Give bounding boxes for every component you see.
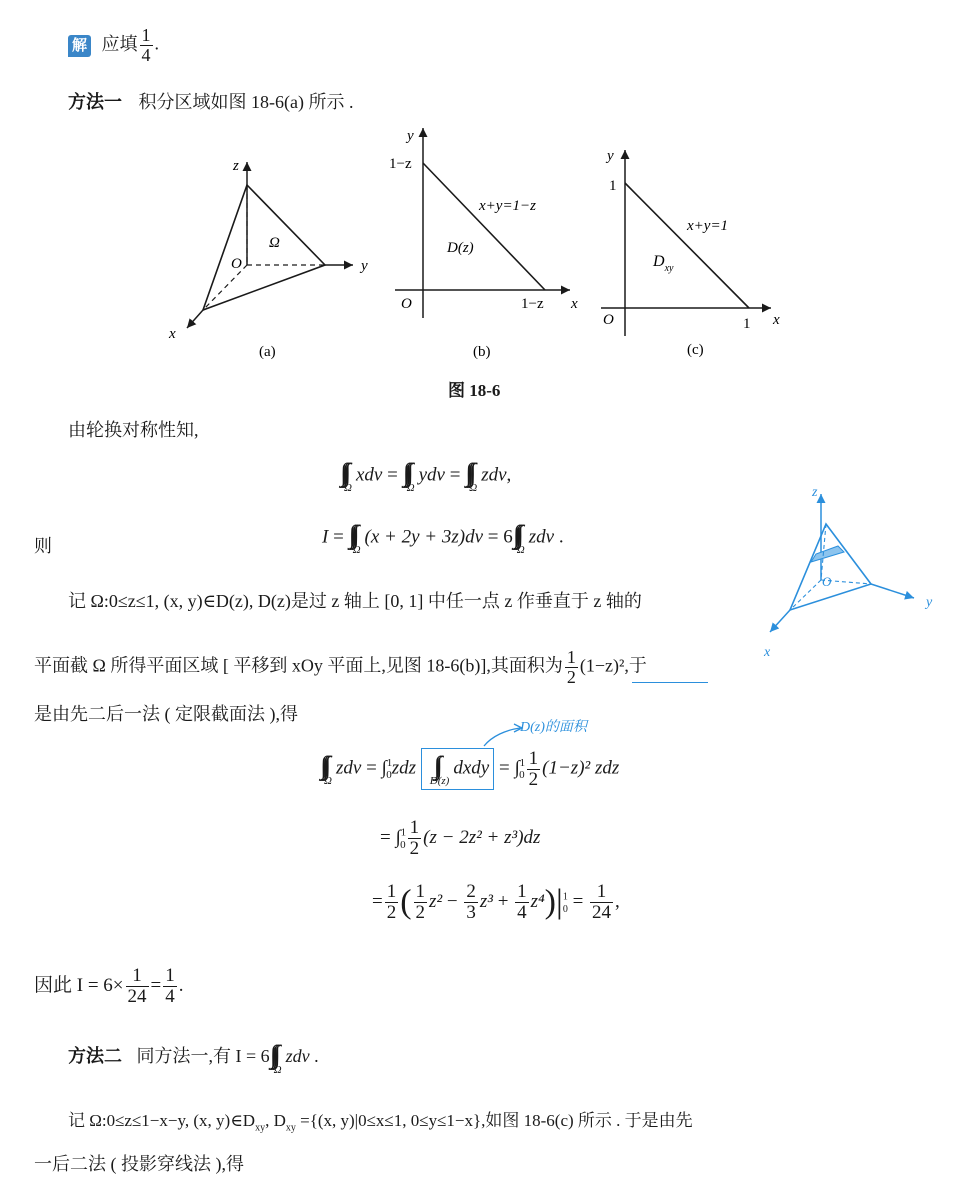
equation-4 — [380, 818, 540, 859]
conclusion-frac2: $\frac{1}{4}$ — [165, 965, 175, 1007]
equation-1: Ω xdv = Ω ydv = Ω zdv, — [340, 458, 511, 494]
eq4-frac: $\frac{1}{2}$ — [409, 817, 420, 859]
method1-label: 方法一 — [68, 92, 122, 112]
eq2-body: (x + 2y + 3z)dv — [364, 526, 484, 548]
fig-c-line-label: x+y=1 — [687, 218, 729, 234]
para2-line-2: 一后二法 ( 投影穿线法 ),得 — [34, 1154, 244, 1174]
method2-tail: . — [314, 1046, 319, 1067]
method2-body: zdv — [285, 1046, 310, 1067]
para2-line-1 — [68, 1106, 693, 1133]
fig-b-line-label: x+y=1−z — [479, 198, 537, 214]
eq5-frac1: $\frac{1}{2}$ — [386, 881, 397, 923]
side-tetra — [790, 524, 871, 610]
eq3-mid1: = ∫ — [366, 757, 387, 779]
equation-2: I = Ω (x + 2y + 3z)dv = 6 Ω zdv . — [322, 520, 564, 556]
eq3-double-integral: D(z) — [429, 775, 450, 787]
answer-line — [68, 26, 159, 65]
eq4-body: (z − 2z² + z³)dz — [423, 826, 541, 848]
eq3-triple-integral: Ω — [324, 775, 332, 787]
eq1-integral-a: Ω — [344, 482, 352, 494]
figure-a — [165, 150, 385, 370]
fig-c-region-main: D — [653, 253, 665, 270]
omega-line-3: 是由先二后一法 ( 定限截面法 ),得 — [34, 704, 298, 724]
eq4-lo: 0 — [400, 838, 406, 851]
eq2-tail: . — [558, 526, 564, 548]
eq3-lo: 0 — [386, 769, 392, 782]
eq2-lhs: I — [322, 526, 329, 548]
conclusion-tail: . — [178, 974, 184, 996]
method2-label: 方法二 — [68, 1046, 122, 1067]
eq5-t3: z³ — [479, 890, 493, 912]
eq1-term-b: ydv — [418, 464, 445, 486]
answer-text: 应填 — [101, 33, 138, 54]
area-tail: (1−z)²,于 — [579, 655, 647, 676]
fig-a-x-axis — [187, 310, 203, 328]
para2-rest: ={(x, y)|0≤x≤1, 0≤y≤1−x},如图 18-6(c) 所示 . 于是由先 — [295, 1111, 693, 1130]
fig-c-top-label: 1 — [609, 178, 617, 194]
then-label: 则 — [34, 536, 52, 556]
eq3-rhs-a: = ∫ — [498, 757, 520, 779]
eq5-frac4: $\frac{1}{4}$ — [517, 881, 527, 923]
para2-mid: , D — [265, 1111, 286, 1130]
equation-3: Ω zdv = ∫$^1_0$zdz D(z) dxdy = ∫$^1_0$ $\frac{1}{2}$ (1−z)² zdz — [324, 747, 620, 790]
fig-b-right-label: 1−z — [521, 296, 544, 312]
fig-b-region: D(z) — [447, 240, 474, 256]
area-den: 2 — [566, 666, 576, 687]
fig-c-origin: O — [603, 312, 614, 328]
fig-a-region: Ω — [269, 235, 280, 251]
eq4-pre: = ∫ — [380, 826, 401, 848]
para2-sub1: xy — [255, 1122, 266, 1134]
fig-a-z-label: z — [233, 158, 239, 174]
area-num: 1 — [566, 647, 576, 667]
annotation-arrow — [478, 720, 528, 750]
side-origin: O — [822, 574, 832, 589]
fig-b-y-label: y — [407, 128, 414, 144]
eq3-rhs-b: (1−z)² zdz — [542, 757, 620, 779]
eq5-frac2: $\frac{1}{2}$ — [415, 881, 426, 923]
eq3-lhs: zdv — [336, 757, 362, 779]
eq1-term-c: zdv — [481, 464, 507, 486]
fig-b-origin: O — [401, 296, 412, 312]
area-fraction — [565, 648, 578, 687]
eq5-lo: 0 — [562, 903, 568, 915]
eq5-pre: = — [372, 890, 383, 912]
fig-c-y-label: y — [607, 148, 614, 164]
eq3-frac: $\frac{1}{2}$ — [528, 747, 539, 790]
conclusion-frac1: $\frac{1}{24}$ — [127, 965, 147, 1007]
method1-text: 积分区域如图 18-6(a) 所示 . — [138, 92, 354, 112]
conclusion-line — [34, 966, 183, 1007]
fig-c-region — [652, 253, 674, 274]
figure-title: 图 18-6 — [448, 381, 501, 400]
eq1-integral-b: Ω — [406, 482, 415, 494]
eq2-integral-2: Ω — [516, 544, 525, 556]
eq3-boxed-text: dxdy — [453, 757, 490, 779]
fig-c-x-label: x — [773, 312, 780, 328]
eq1-term-a: xdv — [356, 464, 383, 486]
figure-c — [595, 138, 795, 368]
eq5-tail: , — [615, 890, 620, 912]
fig-c-region-sub: xy — [664, 263, 674, 274]
solution-badge: 解 — [68, 35, 91, 57]
symmetry-text: 由轮换对称性知, — [68, 420, 199, 440]
method2-line — [68, 1040, 319, 1076]
fig-a-y-label: y — [361, 258, 368, 274]
fig-b-caption: (b) — [473, 344, 491, 360]
answer-den: 4 — [141, 44, 151, 65]
eq3-boxed — [421, 748, 494, 790]
fig-a-caption: (a) — [259, 344, 276, 360]
para2-sub2: xy — [285, 1122, 296, 1134]
side-x-label: x — [764, 645, 771, 660]
method2-text: 同方法一,有 I = 6 — [136, 1046, 270, 1067]
fig-b-line — [423, 163, 545, 290]
fig-b-top-label: 1−z — [389, 156, 412, 172]
fig-c-right-label: 1 — [743, 316, 751, 332]
fig-c-line — [625, 183, 749, 308]
figure-b — [385, 118, 595, 368]
eq5-result: $\frac{1}{24}$ — [592, 881, 612, 923]
side-z-label: z — [812, 485, 818, 500]
conclusion-text: 因此 I = 6× — [34, 974, 124, 996]
area-underline — [632, 682, 708, 683]
eq3-mid2: zdz — [391, 757, 417, 779]
eq3-hi: 1 — [386, 757, 393, 770]
conclusion-eq: = — [150, 974, 162, 996]
answer-num: 1 — [141, 25, 151, 45]
answer-fraction — [140, 26, 153, 65]
eq2-integral-1: Ω — [352, 544, 361, 556]
omega-line-2 — [34, 648, 647, 687]
answer-tail: . — [154, 33, 160, 54]
annotation-note: D(z)的面积 — [520, 720, 587, 735]
method1-line — [68, 88, 353, 114]
omega-line-1: 记 Ω:0≤z≤1, (x, y)∈D(z), D(z)是过 z 轴上 [0, 1] 中任一点 z 作垂直于 z 轴的 — [68, 591, 642, 611]
eq5-frac3: $\frac{2}{3}$ — [466, 881, 476, 923]
omega-line-2-text: 平面截 Ω 所得平面区域 [ 平移到 xOy 平面上,见图 18-6(b)],其面积为 — [34, 655, 563, 676]
eq2-coef: = 6 — [487, 526, 513, 548]
fig-a-origin: O — [231, 256, 242, 272]
fig-c-caption: (c) — [687, 342, 704, 358]
side-x-axis — [770, 610, 790, 632]
eq1-tail: , — [506, 464, 512, 486]
eq4-hi: 1 — [400, 826, 407, 839]
side-y-label: y — [926, 595, 933, 610]
fig-b-x-label: x — [571, 296, 578, 312]
side-y-axis — [871, 584, 914, 598]
eq5-hi: 1 — [562, 891, 568, 903]
method2-integral: Ω — [273, 1064, 282, 1076]
side-figure — [756, 480, 956, 660]
eq1-integral-c: Ω — [469, 482, 478, 494]
eq5-t2: z² — [429, 890, 443, 912]
equation-5: = $\frac{1}{2}$ ( $\frac{1}{2}$ z² − $\frac{2}{3}$ z³ + $\frac{1}{4}$ $z^4)|^1_0$ = $\frac{1}{24}$ , — [372, 881, 620, 923]
fig-a-x-label: x — [169, 326, 176, 342]
eq5-t4: z⁴ — [530, 890, 545, 912]
eq2-rhs: zdv — [528, 526, 555, 548]
para2-text-a: 记 Ω:0≤z≤1−x−y, (x, y)∈D — [68, 1111, 256, 1130]
